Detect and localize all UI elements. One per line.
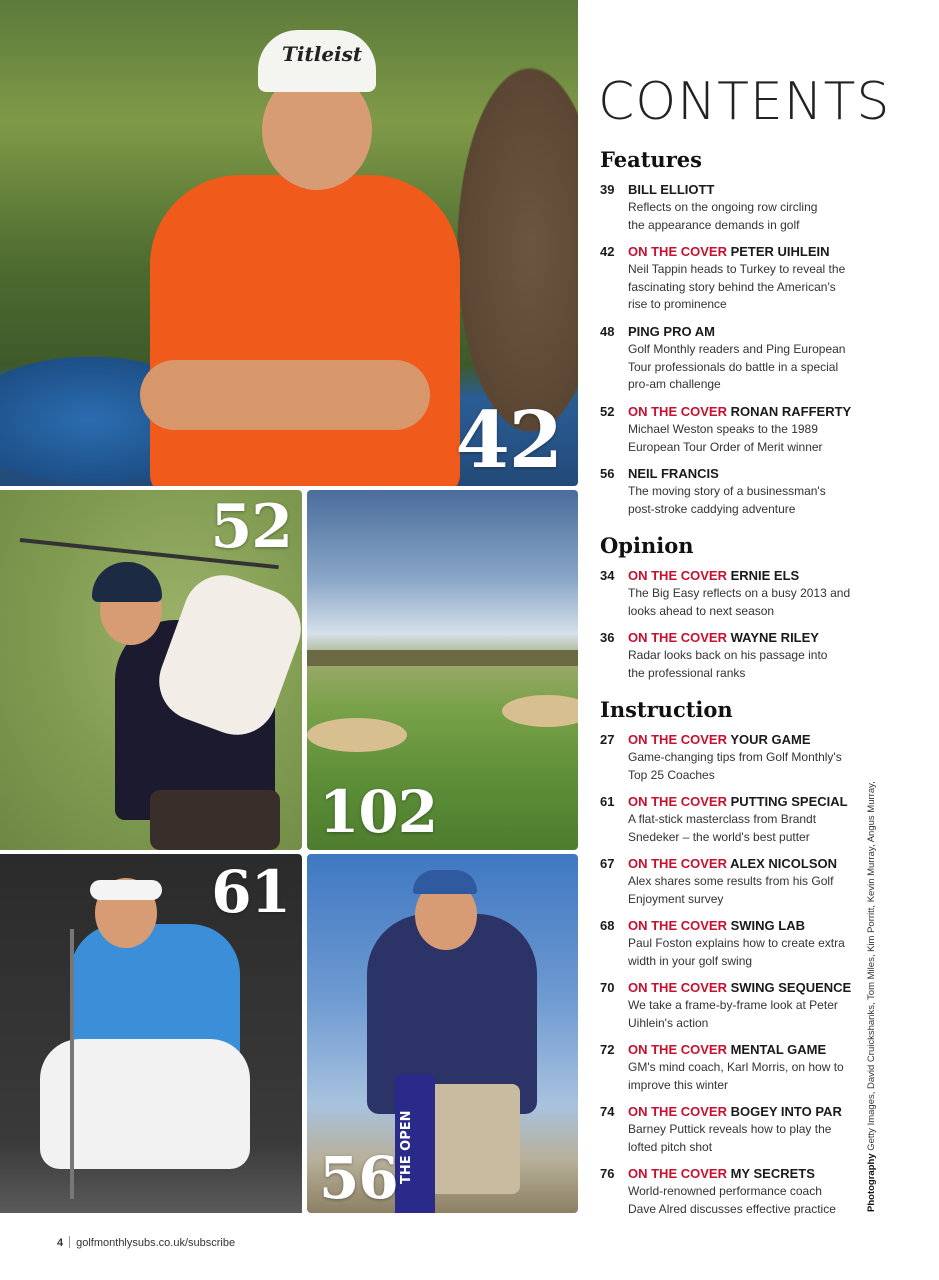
entry-desc-line: post-stroke caddying adventure bbox=[628, 501, 796, 516]
entry-page: 34 bbox=[600, 568, 615, 583]
photo-neil-francis bbox=[307, 854, 578, 1213]
footer-page-number: 4 bbox=[57, 1237, 64, 1249]
entry-desc-line: Top 25 Coaches bbox=[628, 767, 715, 782]
entry-desc-line: Golf Monthly readers and Ping European bbox=[628, 342, 846, 356]
entry-title: ALEX NICOLSON bbox=[730, 856, 838, 871]
bunker-left bbox=[307, 718, 407, 752]
photo-ronan-rafferty bbox=[0, 490, 302, 850]
page-number-61: 61 bbox=[211, 858, 290, 926]
entry-bogey-into-par[interactable] bbox=[600, 1103, 870, 1156]
entry-desc-line: Alex shares some results from his Golf bbox=[628, 874, 834, 888]
entry-title: PETER UIHLEIN bbox=[730, 244, 830, 259]
trousers bbox=[150, 790, 280, 850]
entry-desc-line: rise to prominence bbox=[628, 297, 727, 311]
flag-text: THE OPEN bbox=[399, 1110, 414, 1184]
on-the-cover-label: ON THE COVER bbox=[628, 918, 727, 933]
entry-desc-line: Snedeker – the world's best putter bbox=[628, 829, 810, 844]
entry-desc-line: the professional ranks bbox=[628, 665, 746, 680]
entry-neil-francis[interactable] bbox=[600, 465, 870, 518]
on-the-cover-label: ON THE COVER bbox=[628, 244, 727, 259]
entry-bill-elliott[interactable] bbox=[600, 181, 870, 234]
on-the-cover-label: ON THE COVER bbox=[628, 856, 727, 871]
entry-ronan-rafferty[interactable] bbox=[600, 403, 870, 456]
entry-page: 68 bbox=[600, 918, 615, 933]
entry-ping-pro-am[interactable] bbox=[600, 323, 870, 394]
entry-title: WAYNE RILEY bbox=[730, 630, 819, 645]
entry-desc-line: The moving story of a businessman's bbox=[628, 484, 826, 498]
on-the-cover-label: ON THE COVER bbox=[628, 568, 727, 583]
entry-your-game[interactable] bbox=[600, 731, 870, 784]
entry-title: BILL ELLIOTT bbox=[628, 182, 715, 197]
on-the-cover-label: ON THE COVER bbox=[628, 732, 727, 747]
page-number-102: 102 bbox=[319, 778, 438, 846]
credits-label: Photography bbox=[866, 1153, 877, 1212]
credits-text: Getty Images, David Cruickshanks, Tom Miles, Kim Porritt, Kevin Murray, Angus Murray, bbox=[866, 781, 877, 1151]
entry-desc-line: GM's mind coach, Karl Morris, on how to bbox=[628, 1060, 844, 1074]
cap-logo: Titleist bbox=[282, 42, 363, 66]
entry-desc-line: European Tour Order of Merit winner bbox=[628, 439, 823, 454]
entry-desc-line: looks ahead to next season bbox=[628, 603, 775, 618]
entry-peter-uihlein[interactable] bbox=[600, 243, 870, 314]
entry-title: YOUR GAME bbox=[730, 732, 811, 747]
footer-divider bbox=[69, 1236, 70, 1248]
entry-title: PUTTING SPECIAL bbox=[730, 794, 848, 809]
entry-desc-line: Tour professionals do battle in a special bbox=[628, 359, 839, 374]
entry-desc-line: Game-changing tips from Golf Monthly's bbox=[628, 750, 842, 764]
section-title-features: Features bbox=[600, 147, 702, 172]
photo-brandt-snedeker bbox=[0, 854, 302, 1213]
shorts bbox=[425, 1084, 520, 1194]
entry-title: BOGEY INTO PAR bbox=[730, 1104, 842, 1119]
section-title-instruction: Instruction bbox=[600, 697, 733, 722]
entry-alex-nicolson[interactable] bbox=[600, 855, 870, 908]
entry-title: MENTAL GAME bbox=[730, 1042, 827, 1057]
entry-page: 76 bbox=[600, 1166, 615, 1181]
entry-swing-lab[interactable] bbox=[600, 917, 870, 970]
entry-page: 42 bbox=[600, 244, 615, 259]
entry-desc-line: We take a frame-by-frame look at Peter bbox=[628, 998, 838, 1012]
entry-desc-line: pro-am challenge bbox=[628, 377, 721, 391]
beanie bbox=[92, 562, 162, 602]
page-footer bbox=[57, 1236, 235, 1249]
entry-page: 48 bbox=[600, 324, 615, 339]
entry-putting-special[interactable] bbox=[600, 793, 870, 846]
photo-peter-uihlein bbox=[0, 0, 578, 486]
entry-desc-line: lofted pitch shot bbox=[628, 1139, 713, 1154]
entry-desc-line: Barney Puttick reveals how to play the bbox=[628, 1122, 832, 1136]
entry-desc-line: A flat-stick masterclass from Brandt bbox=[628, 812, 817, 826]
entry-title: RONAN RAFFERTY bbox=[730, 404, 852, 419]
entry-wayne-riley[interactable] bbox=[600, 629, 870, 682]
entry-page: 27 bbox=[600, 732, 615, 747]
on-the-cover-label: ON THE COVER bbox=[628, 1042, 727, 1057]
entry-title: MY SECRETS bbox=[730, 1166, 815, 1181]
visor bbox=[90, 880, 162, 900]
on-the-cover-label: ON THE COVER bbox=[628, 1166, 727, 1181]
bunker-right bbox=[502, 695, 578, 727]
entry-page: 39 bbox=[600, 182, 615, 197]
entry-page: 74 bbox=[600, 1104, 615, 1119]
entry-desc-line: World-renowned performance coach bbox=[628, 1184, 822, 1198]
entry-title: SWING SEQUENCE bbox=[730, 980, 852, 995]
photo-golf-course bbox=[307, 490, 578, 850]
section-title-opinion: Opinion bbox=[600, 533, 694, 558]
orange-shirt-figure bbox=[150, 175, 460, 486]
entry-desc-line: improve this winter bbox=[628, 1077, 729, 1092]
entry-swing-sequence[interactable] bbox=[600, 979, 870, 1032]
putter bbox=[70, 929, 74, 1199]
entry-desc-line: Radar looks back on his passage into bbox=[628, 648, 828, 662]
entry-desc-line: Neil Tappin heads to Turkey to reveal the bbox=[628, 262, 846, 276]
entry-my-secrets[interactable] bbox=[600, 1165, 870, 1218]
entry-page: 67 bbox=[600, 856, 615, 871]
entry-desc-line: Paul Foston explains how to create extra bbox=[628, 936, 845, 950]
entry-desc-line: The Big Easy reflects on a busy 2013 and bbox=[628, 586, 851, 600]
on-the-cover-label: ON THE COVER bbox=[628, 794, 727, 809]
entry-page: 56 bbox=[600, 466, 615, 481]
contents-title: CONTENTS bbox=[598, 72, 891, 132]
page-number-42: 42 bbox=[455, 395, 562, 486]
entry-title: ERNIE ELS bbox=[730, 568, 800, 583]
entry-title: PING PRO AM bbox=[628, 324, 715, 339]
entry-desc-line: Uihlein's action bbox=[628, 1015, 709, 1030]
on-the-cover-label: ON THE COVER bbox=[628, 404, 727, 419]
entry-desc-line: Michael Weston speaks to the 1989 bbox=[628, 422, 818, 436]
page-number-52: 52 bbox=[210, 492, 292, 562]
entry-desc-line: the appearance demands in golf bbox=[628, 217, 800, 232]
on-the-cover-label: ON THE COVER bbox=[628, 1104, 727, 1119]
entry-page: 61 bbox=[600, 794, 615, 809]
entry-title: NEIL FRANCIS bbox=[628, 466, 719, 481]
the-open-flag bbox=[395, 1074, 435, 1213]
entry-mental-game[interactable] bbox=[600, 1041, 870, 1094]
footer-url[interactable]: golfmonthlysubs.co.uk/subscribe bbox=[76, 1237, 236, 1249]
entry-desc-line: Dave Alred discusses effective practice bbox=[628, 1201, 836, 1216]
page-number-56: 56 bbox=[319, 1144, 398, 1212]
on-the-cover-label: ON THE COVER bbox=[628, 630, 727, 645]
cap bbox=[413, 870, 477, 894]
entry-page: 70 bbox=[600, 980, 615, 995]
crossed-arms bbox=[140, 360, 430, 430]
entry-desc-line: width in your golf swing bbox=[628, 953, 753, 968]
entry-page: 36 bbox=[600, 630, 615, 645]
entry-ernie-els[interactable] bbox=[600, 567, 870, 620]
entry-page: 52 bbox=[600, 404, 615, 419]
treeline bbox=[307, 650, 578, 666]
entry-desc-line: fascinating story behind the American's bbox=[628, 279, 836, 294]
photo-credits bbox=[866, 781, 877, 1212]
entry-title: SWING LAB bbox=[730, 918, 805, 933]
on-the-cover-label: ON THE COVER bbox=[628, 980, 727, 995]
entry-desc-line: Enjoyment survey bbox=[628, 891, 724, 906]
entry-page: 72 bbox=[600, 1042, 615, 1057]
entry-desc-line: Reflects on the ongoing row circling bbox=[628, 200, 818, 214]
